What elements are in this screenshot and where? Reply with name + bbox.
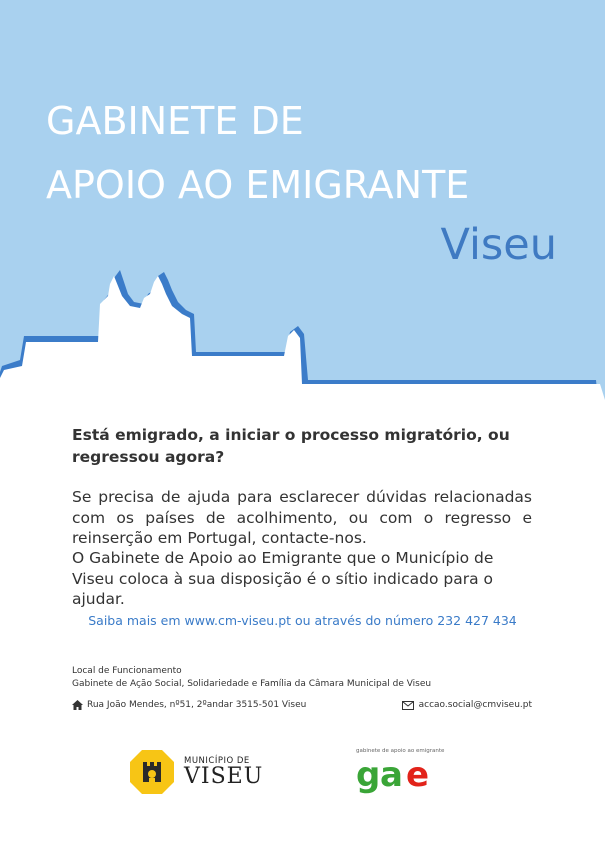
email-line <box>402 700 532 710</box>
location-title: Local de Funcionamento <box>72 666 182 676</box>
gae-caption: gabinete de apoio ao emigrante <box>356 748 445 754</box>
home-icon <box>72 700 83 710</box>
svg-text:e: e <box>406 756 430 795</box>
logo-municipio-label: MUNICÍPIO DE <box>184 756 250 766</box>
gae-logo-mark <box>356 756 440 796</box>
hero-banner <box>0 0 605 400</box>
title-line-2: APOIO AO EMIGRANTE <box>46 163 470 207</box>
envelope-icon <box>402 701 414 710</box>
gae-logo <box>356 748 444 800</box>
svg-text:g: g <box>356 756 381 795</box>
title-line-1: GABINETE DE <box>46 99 304 143</box>
question-heading: Está emigrado, a iniciar o processo migratório, ou regressou agora? <box>72 426 510 466</box>
help-paragraph: Se precisa de ajuda para esclarecer dúvidas relacionadas com os países de acolhimento, ou com o regresso e reinserção em Portugal, contacte-nos. <box>72 488 532 547</box>
municipio-viseu-logo <box>128 748 263 796</box>
location-body: Gabinete de Ação Social, Solidariedade e Família da Câmara Municipal de Viseu <box>72 679 432 689</box>
address-text: Rua João Mendes, nº51, 2ºandar 3515-501 Viseu <box>87 700 307 710</box>
logo-viseu-label: VISEU <box>184 764 264 789</box>
svg-text:a: a <box>380 756 403 795</box>
address-line <box>72 700 306 710</box>
office-paragraph: O Gabinete de Apoio ao Emigrante que o Município de Viseu coloca à sua disposição é o sítio indicado para o ajudar. <box>72 549 494 608</box>
email-text[interactable]: accao.social@cmviseu.pt <box>418 700 532 710</box>
viseu-crest-icon <box>128 748 176 796</box>
city-name: Viseu <box>440 220 557 270</box>
more-info-link[interactable]: Saiba mais em www.cm-viseu.pt ou através do número 232 427 434 <box>88 613 517 628</box>
